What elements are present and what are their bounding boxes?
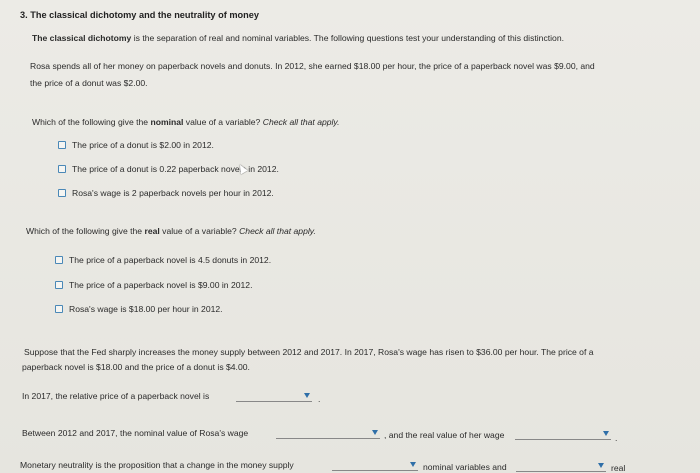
q2-suffix: value of a variable?	[159, 226, 240, 236]
q2-hint: Check all that apply.	[239, 226, 316, 236]
checkbox[interactable]	[55, 256, 63, 264]
q1-option-1[interactable]	[58, 140, 214, 150]
checkbox[interactable]	[58, 165, 66, 173]
fill2-text-b: , and the real value of her wage	[384, 430, 505, 440]
chevron-down-icon	[598, 463, 604, 468]
fill1-text: In 2017, the relative price of a paperback novel is	[22, 391, 210, 401]
q1-suffix: value of a variable?	[183, 117, 263, 127]
checkbox[interactable]	[55, 305, 63, 313]
q1-option-3[interactable]	[58, 188, 274, 198]
q1-prompt	[32, 117, 339, 127]
option-label: The price of a donut is $2.00 in 2012.	[72, 140, 214, 150]
q1-prefix: Which of the following give the	[32, 117, 151, 127]
fill3-text-b: nominal variables and	[423, 462, 507, 472]
q2-prefix: Which of the following give the	[26, 226, 145, 236]
intro-term: The classical dichotomy	[32, 33, 132, 43]
fill1-end: .	[318, 394, 321, 404]
q2-prompt	[26, 226, 316, 236]
fill3-text-c: real	[611, 463, 626, 473]
real-variables-dropdown[interactable]	[516, 461, 606, 472]
section-title: 3. The classical dichotomy and the neutrality of money	[20, 10, 259, 20]
chevron-down-icon	[603, 431, 609, 436]
fill2-end: .	[615, 433, 618, 443]
checkbox[interactable]	[58, 141, 66, 149]
intro-rest: is the separation of real and nominal variables. The following questions test your understanding of this distinction.	[131, 33, 564, 43]
option-label: The price of a paperback novel is $9.00 in 2012.	[69, 280, 253, 290]
scenario-line-2: the price of a donut was $2.00.	[30, 78, 148, 88]
option-label: Rosa's wage is $18.00 per hour in 2012.	[69, 304, 223, 314]
checkbox[interactable]	[55, 281, 63, 289]
money-supply-dropdown[interactable]	[332, 460, 418, 471]
option-label: The price of a donut is 0.22 paperback novels in 2012.	[72, 164, 279, 174]
q2-option-2[interactable]	[55, 280, 252, 290]
relative-price-dropdown[interactable]	[236, 391, 312, 402]
chevron-down-icon	[304, 393, 310, 398]
q2-option-1[interactable]	[55, 255, 271, 265]
checkbox[interactable]	[58, 189, 66, 197]
scenario2-line-2: paperback novel is $18.00 and the price of a donut is $4.00.	[22, 362, 250, 372]
chevron-down-icon	[372, 430, 378, 435]
chevron-down-icon	[410, 462, 416, 467]
nominal-wage-dropdown[interactable]	[276, 428, 380, 439]
scenario-line-1: Rosa spends all of her money on paperback novels and donuts. In 2012, she earned $18.00 per hour, the price of a paperback novel was $9.00, and	[30, 61, 595, 71]
q1-keyword: nominal	[150, 117, 184, 127]
q2-keyword: real	[144, 226, 160, 236]
intro-text	[32, 33, 564, 43]
q1-hint: Check all that apply.	[262, 117, 340, 127]
fill2-text-a: Between 2012 and 2017, the nominal value of Rosa's wage	[22, 428, 249, 438]
option-label: The price of a paperback novel is 4.5 donuts in 2012.	[69, 255, 272, 265]
real-wage-dropdown[interactable]	[515, 429, 611, 440]
fill3-text-a: Monetary neutrality is the proposition that a change in the money supply	[20, 460, 294, 470]
option-label: Rosa's wage is 2 paperback novels per hour in 2012.	[72, 188, 274, 198]
scenario2-line-1: Suppose that the Fed sharply increases the money supply between 2012 and 2017. In 2017, Rosa's wage has risen to $36.00 per hour. The price of a	[24, 347, 594, 357]
q2-option-3[interactable]	[55, 304, 223, 314]
